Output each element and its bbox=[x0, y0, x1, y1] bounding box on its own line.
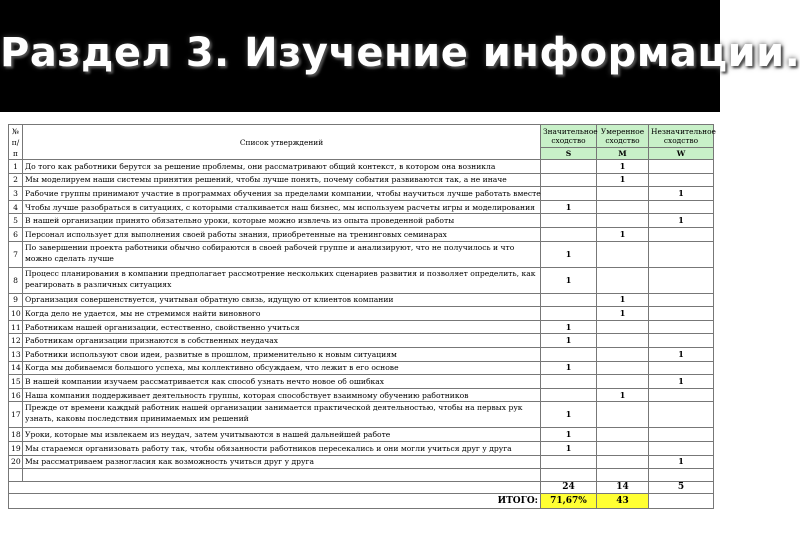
row-score-s: 1 bbox=[541, 361, 597, 375]
row-score-w bbox=[649, 441, 714, 455]
itogo-row bbox=[9, 494, 714, 509]
row-score-s bbox=[541, 307, 597, 321]
blank-cell bbox=[649, 469, 714, 482]
row-score-m bbox=[597, 428, 649, 442]
row-score-w: 1 bbox=[649, 187, 714, 201]
row-number: 16 bbox=[9, 388, 23, 402]
row-score-w: 1 bbox=[649, 375, 714, 389]
row-score-s bbox=[541, 214, 597, 228]
row-statement: В нашей организации принято обязательно уроки, которые можно извлечь из опыта проведенной работы bbox=[23, 214, 541, 228]
row-score-s: 1 bbox=[541, 267, 597, 293]
row-score-s: 1 bbox=[541, 334, 597, 348]
row-statement: Персонал использует для выполнения своей работы знания, приобретенные на тренинговых семинарах bbox=[23, 227, 541, 241]
header-statements: Список утверждений bbox=[23, 125, 541, 160]
row-score-m bbox=[597, 375, 649, 389]
table-row bbox=[9, 441, 714, 455]
row-score-s bbox=[541, 293, 597, 307]
itogo-empty bbox=[649, 494, 714, 509]
row-score-w bbox=[649, 160, 714, 174]
row-statement: Наша компания поддерживает деятельность группы, которая способствует взаимному обучению работников bbox=[23, 388, 541, 402]
slide-title: Раздел 3. Изучение информации. bbox=[0, 30, 800, 76]
row-score-w bbox=[649, 307, 714, 321]
row-score-s bbox=[541, 388, 597, 402]
table-row bbox=[9, 428, 714, 442]
row-score-w: 1 bbox=[649, 347, 714, 361]
row-number: 1 bbox=[9, 160, 23, 174]
row-score-m: 1 bbox=[597, 227, 649, 241]
row-score-w bbox=[649, 428, 714, 442]
blank-cell bbox=[23, 469, 541, 482]
row-score-m bbox=[597, 402, 649, 428]
row-score-w bbox=[649, 267, 714, 293]
header-code-w: W bbox=[649, 148, 714, 160]
row-score-s: 1 bbox=[541, 428, 597, 442]
row-statement: Чтобы лучше разобраться в ситуациях, с которыми сталкивается наш бизнес, мы используем расчеты игры и моделирования bbox=[23, 200, 541, 214]
blank-row bbox=[9, 469, 714, 482]
row-score-s: 1 bbox=[541, 402, 597, 428]
row-score-s bbox=[541, 187, 597, 201]
totals-row bbox=[9, 482, 714, 494]
row-score-s: 1 bbox=[541, 320, 597, 334]
row-score-w bbox=[649, 227, 714, 241]
row-score-m bbox=[597, 347, 649, 361]
header-code-s: S bbox=[541, 148, 597, 160]
table-row bbox=[9, 173, 714, 187]
table-row bbox=[9, 402, 714, 428]
row-number: 6 bbox=[9, 227, 23, 241]
row-statement: В нашей компании изучаем рассматривается как способ узнать нечто новое об ошибках bbox=[23, 375, 541, 389]
row-score-w bbox=[649, 361, 714, 375]
row-score-w bbox=[649, 241, 714, 267]
row-score-w: 1 bbox=[649, 214, 714, 228]
row-statement: Рабочие группы принимают участие в программах обучения за пределами компании, чтобы научиться лучше работать вместе bbox=[23, 187, 541, 201]
itogo-label: ИТОГО: bbox=[9, 494, 541, 509]
itogo-sum: 43 bbox=[597, 494, 649, 509]
row-statement: Процесс планирования в компании предполагает рассмотрение нескольких сценариев развития и позволяет определить, как реагировать в различных ситуациях bbox=[23, 267, 541, 293]
row-score-m: 1 bbox=[597, 388, 649, 402]
row-statement: Работники используют свои идеи, развитые в прошлом, применительно к новым ситуациям bbox=[23, 347, 541, 361]
row-score-s bbox=[541, 375, 597, 389]
row-statement: Мы рассматриваем разногласия как возможность учиться друг у друга bbox=[23, 455, 541, 469]
row-score-m bbox=[597, 320, 649, 334]
row-score-s: 1 bbox=[541, 241, 597, 267]
row-number: 5 bbox=[9, 214, 23, 228]
row-score-m: 1 bbox=[597, 160, 649, 174]
row-statement: Когда мы добиваемся большого успеха, мы коллективно обсуждаем, что лежит в его основе bbox=[23, 361, 541, 375]
row-score-s bbox=[541, 347, 597, 361]
row-number: 2 bbox=[9, 173, 23, 187]
row-score-m: 1 bbox=[597, 307, 649, 321]
row-score-w bbox=[649, 293, 714, 307]
row-statement: До того как работники берутся за решение проблемы, они рассматривают общий контекст, в котором она возникла bbox=[23, 160, 541, 174]
row-score-w bbox=[649, 173, 714, 187]
row-score-w bbox=[649, 402, 714, 428]
row-score-s bbox=[541, 227, 597, 241]
header-code-m: M bbox=[597, 148, 649, 160]
row-statement: По завершении проекта работники обычно собираются в своей рабочей группе и анализируют, что не получилось и что можно сделать лучше bbox=[23, 241, 541, 267]
row-number: 17 bbox=[9, 402, 23, 428]
row-number: 12 bbox=[9, 334, 23, 348]
row-number: 7 bbox=[9, 241, 23, 267]
survey-table bbox=[8, 124, 714, 509]
row-number: 14 bbox=[9, 361, 23, 375]
row-statement: Работникам нашей организации, естественно, свойственно учиться bbox=[23, 320, 541, 334]
row-number: 13 bbox=[9, 347, 23, 361]
table-row bbox=[9, 227, 714, 241]
header-col-m: Умеренное сходство bbox=[597, 125, 649, 148]
table-row bbox=[9, 293, 714, 307]
row-score-m bbox=[597, 241, 649, 267]
table-row bbox=[9, 267, 714, 293]
table-row bbox=[9, 214, 714, 228]
row-score-s bbox=[541, 173, 597, 187]
row-score-w bbox=[649, 320, 714, 334]
table-row bbox=[9, 455, 714, 469]
totals-spacer bbox=[9, 482, 541, 494]
row-statement: Мы моделируем наши системы принятия решений, чтобы лучше понять, почему события развиваются так, а не иначе bbox=[23, 173, 541, 187]
row-number: 3 bbox=[9, 187, 23, 201]
table-row bbox=[9, 241, 714, 267]
row-score-s: 1 bbox=[541, 441, 597, 455]
itogo-percent: 71,67% bbox=[541, 494, 597, 509]
header-col-s: Значительное сходство bbox=[541, 125, 597, 148]
row-statement: Организация совершенствуется, учитывая обратную связь, идущую от клиентов компании bbox=[23, 293, 541, 307]
header-col-w: Незначительное сходство bbox=[649, 125, 714, 148]
row-number: 19 bbox=[9, 441, 23, 455]
table-row bbox=[9, 375, 714, 389]
row-statement: Мы стараемся организовать работу так, чтобы обязанности работников пересекались и они могли учиться друг у друга bbox=[23, 441, 541, 455]
row-number: 15 bbox=[9, 375, 23, 389]
row-number: 18 bbox=[9, 428, 23, 442]
row-number: 4 bbox=[9, 200, 23, 214]
row-statement: Работникам организации признаются в собственных неудачах bbox=[23, 334, 541, 348]
row-score-m bbox=[597, 441, 649, 455]
table-row bbox=[9, 160, 714, 174]
table-row bbox=[9, 347, 714, 361]
blank-cell bbox=[541, 469, 597, 482]
table-header-row bbox=[9, 125, 714, 148]
row-number: 20 bbox=[9, 455, 23, 469]
totals-m: 14 bbox=[597, 482, 649, 494]
blank-cell bbox=[597, 469, 649, 482]
row-score-m bbox=[597, 455, 649, 469]
row-number: 10 bbox=[9, 307, 23, 321]
row-score-m bbox=[597, 361, 649, 375]
header-num: № п/п bbox=[9, 125, 23, 160]
row-score-m: 1 bbox=[597, 173, 649, 187]
row-score-m bbox=[597, 200, 649, 214]
row-score-w: 1 bbox=[649, 455, 714, 469]
title-banner bbox=[0, 0, 800, 112]
table-row bbox=[9, 320, 714, 334]
row-statement: Уроки, которые мы извлекаем из неудач, затем учитываются в нашей дальнейшей работе bbox=[23, 428, 541, 442]
table-row bbox=[9, 307, 714, 321]
row-score-m: 1 bbox=[597, 293, 649, 307]
row-score-w bbox=[649, 334, 714, 348]
row-number: 8 bbox=[9, 267, 23, 293]
row-score-w bbox=[649, 388, 714, 402]
table-row bbox=[9, 361, 714, 375]
row-number: 9 bbox=[9, 293, 23, 307]
row-score-m bbox=[597, 214, 649, 228]
totals-s: 24 bbox=[541, 482, 597, 494]
row-number: 11 bbox=[9, 320, 23, 334]
row-score-m bbox=[597, 334, 649, 348]
row-score-s bbox=[541, 455, 597, 469]
totals-w: 5 bbox=[649, 482, 714, 494]
row-score-m bbox=[597, 187, 649, 201]
table-row bbox=[9, 388, 714, 402]
row-score-s: 1 bbox=[541, 200, 597, 214]
row-statement: Когда дело не удается, мы не стремимся найти виновного bbox=[23, 307, 541, 321]
table-row bbox=[9, 334, 714, 348]
blank-cell bbox=[9, 469, 23, 482]
row-score-m bbox=[597, 267, 649, 293]
row-score-w bbox=[649, 200, 714, 214]
table-row bbox=[9, 200, 714, 214]
row-statement: Прежде от времени каждый работник нашей организации занимается практической деятельностью, чтобы на первых рук узнать, каковы последствия принимаемых им решений bbox=[23, 402, 541, 428]
table-row bbox=[9, 187, 714, 201]
survey-sheet bbox=[8, 124, 714, 528]
row-score-s bbox=[541, 160, 597, 174]
